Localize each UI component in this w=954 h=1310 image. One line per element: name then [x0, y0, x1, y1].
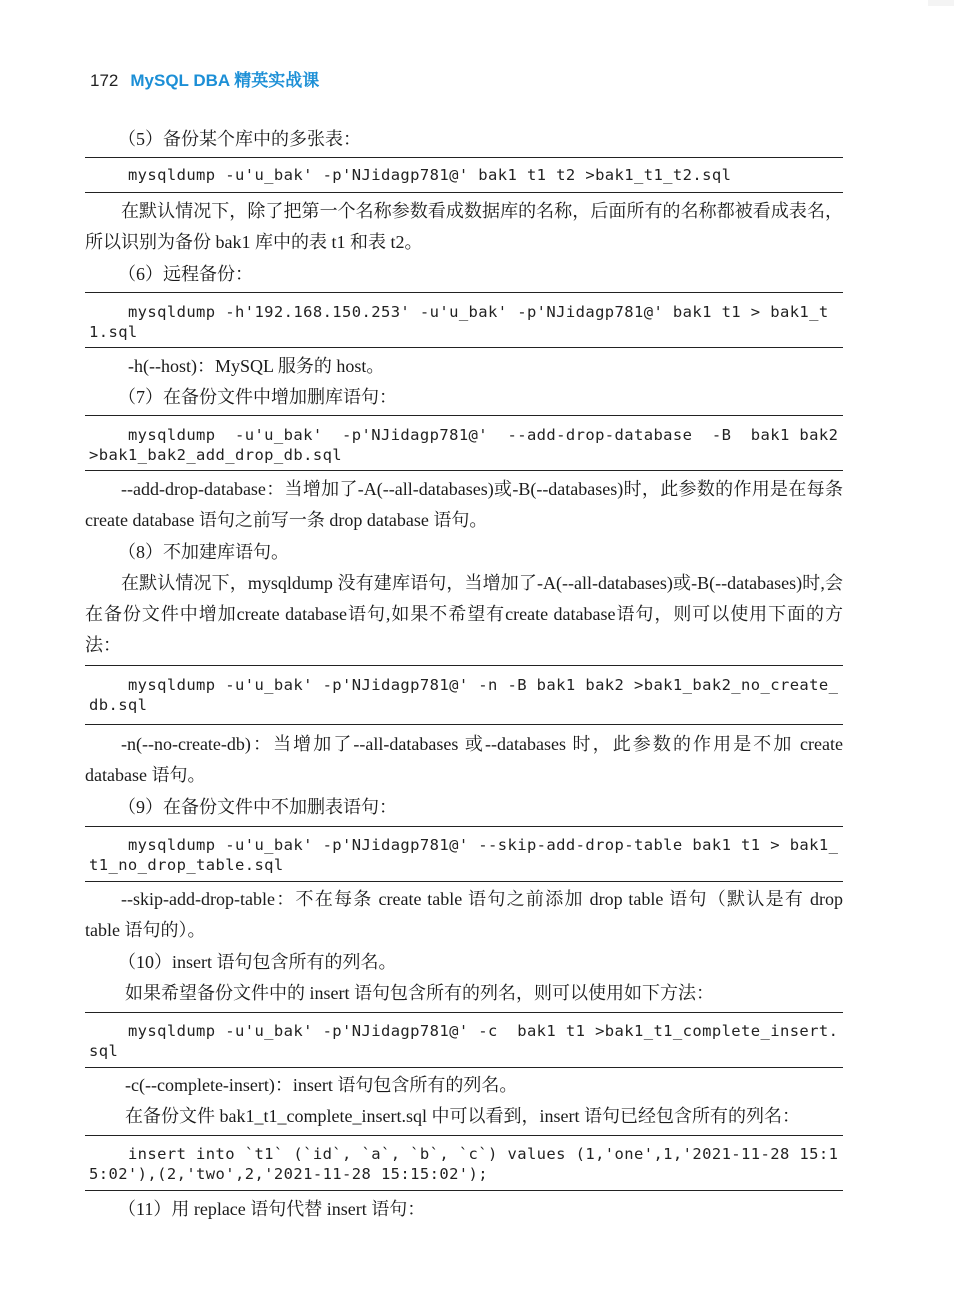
- step-10-heading: （10）insert 语句包含所有的列名。: [118, 952, 397, 972]
- page-corner-shade: [928, 0, 954, 6]
- step-6-heading: （6）远程备份：: [118, 264, 253, 284]
- paragraph-insert-columns-note: 在备份文件 bak1_t1_complete_insert.sql 中可以看到，insert 语句已经包含所有的列名：: [125, 1106, 800, 1126]
- code-block-8: mysqldump -u'u_bak' -p'NJidagp781@' -n -B bak1 bak2 >bak1_bak2_no_create_db.sql: [85, 665, 843, 725]
- code-block-insert-output: insert into `t1` (`id`, `a`, `b`, `c`) values (1,'one',1,'2021-11-28 15:15:02'),(2,'two',2,'2021-11-28 15:15:02');: [85, 1135, 843, 1191]
- paragraph-default-args: 在默认情况下，除了把第一个名称参数看成数据库的名称，后面所有的名称都被看成表名，所以识别为备份 bak1 库中的表 t1 和表 t2。: [85, 201, 843, 252]
- code-block-9: mysqldump -u'u_bak' -p'NJidagp781@' --skip-add-drop-table bak1 t1 > bak1_t1_no_drop_table.sql: [85, 826, 843, 882]
- param-complete-insert-desc: -c(--complete-insert)：insert 语句包含所有的列名。: [125, 1075, 518, 1095]
- code-block-6: mysqldump -h'192.168.150.253' -u'u_bak' -p'NJidagp781@' bak1 t1 > bak1_t1.sql: [85, 292, 843, 348]
- step-5-heading: （5）备份某个库中的多张表：: [118, 129, 361, 149]
- param-host-desc: -h(--host)：MySQL 服务的 host。: [128, 356, 385, 376]
- step-7-heading: （7）在备份文件中增加删库语句：: [118, 387, 397, 407]
- book-title: MySQL DBA 精英实战课: [130, 71, 320, 90]
- step-11-heading: （11）用 replace 语句代替 insert 语句：: [118, 1199, 426, 1219]
- param-no-create-db-desc: -n(--no-create-db)：当增加了--all-databases 或--databases 时，此参数的作用是不加 create database 语句。: [85, 734, 843, 785]
- code-block-10: mysqldump -u'u_bak' -p'NJidagp781@' -c bak1 t1 >bak1_t1_complete_insert.sql: [85, 1012, 843, 1068]
- step-9-heading: （9）在备份文件中不加删表语句：: [118, 797, 397, 817]
- code-block-5: mysqldump -u'u_bak' -p'NJidagp781@' bak1 t1 t2 >bak1_t1_t2.sql: [85, 157, 843, 193]
- page-number: 172: [90, 71, 119, 90]
- paragraph-complete-insert-intro: 如果希望备份文件中的 insert 语句包含所有的列名，则可以使用如下方法：: [125, 983, 714, 1003]
- param-skip-add-drop-table-desc: --skip-add-drop-table：不在每条 create table 语句之前添加 drop table 语句（默认是有 drop table 语句的）。: [85, 889, 843, 940]
- code-block-7: mysqldump -u'u_bak' -p'NJidagp781@' --add-drop-database -B bak1 bak2 >bak1_bak2_add_drop_db.sql: [85, 415, 843, 471]
- paragraph-no-create-db: 在默认情况下，mysqldump 没有建库语句，当增加了-A(--all-databases)或-B(--databases)时,会在备份文件中增加create database语句,如果不希望有create database语句，则可以使用下面的方法：: [85, 573, 843, 655]
- step-8-heading: （8）不加建库语句。: [118, 542, 289, 562]
- param-add-drop-database-desc: --add-drop-database：当增加了-A(--all-databases)或-B(--databases)时，此参数的作用是在每条 create database 语句之前写一条 drop database 语句。: [85, 479, 843, 530]
- page-header: [90, 66, 319, 94]
